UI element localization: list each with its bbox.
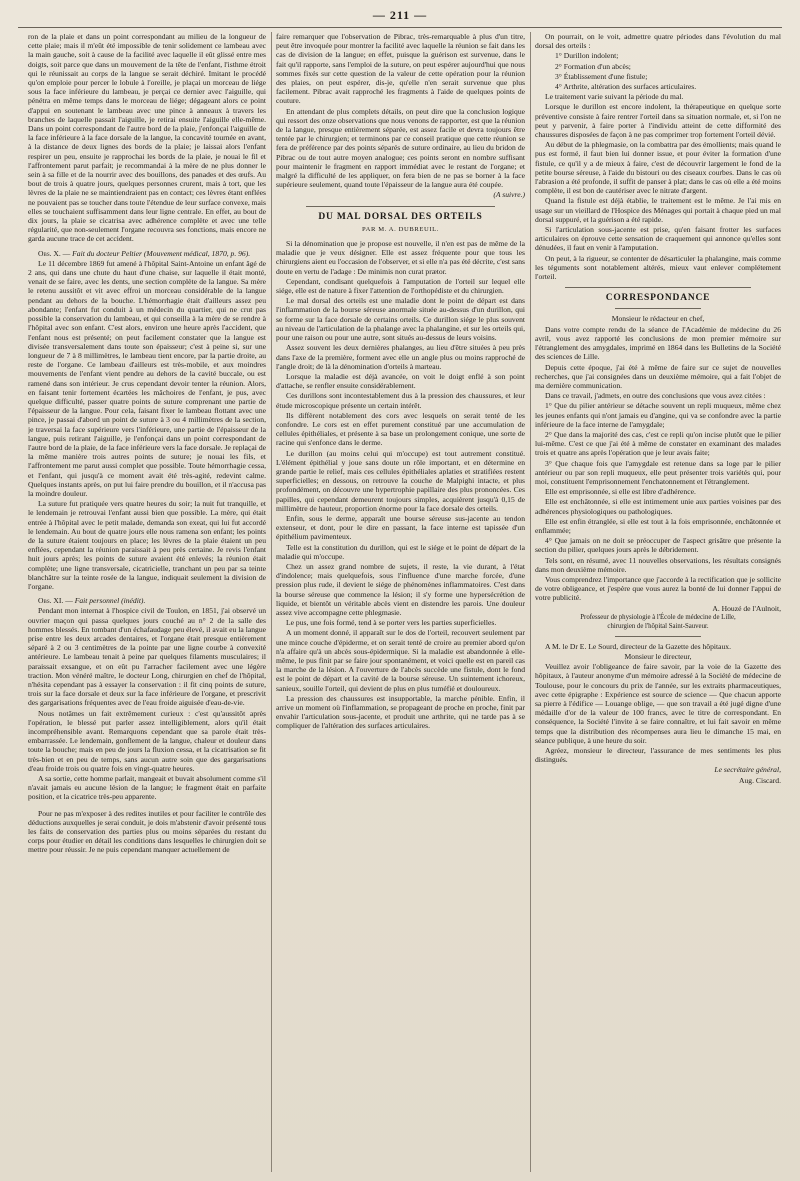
salutation: Monsieur le rédacteur en chef,	[611, 314, 705, 324]
page-number: — 211 —	[372, 8, 428, 22]
observation-title: Fait du docteur Peltier (Mouvement médical, 1870, p. 96).	[72, 248, 251, 258]
paragraph: Elle est enchâtonnée, si elle est intimement unie aux parties voisines par des adhérences physiologiques ou pathologiques.	[535, 497, 781, 516]
section-separator	[306, 206, 495, 207]
paragraph: Le durillon (au moins celui qui m'occupe) est tout autrement constitué. L'élément épithélial y joue sans doute un rôle important, et en détermine en grande partie le relief, mais ces cellules épithéliales aplaties et stratifiées restent superficielles; en dessous, on retrouve la couche de Malpighi intacte, et plus profondément, on découvre une hypertrophie papillaire des plus prononcées. Ces papilles, qui cependant demeurent toujours simples, acquièrent jusqu'à 0,15 de millimètre de hauteur, proportion énorme pour la face dorsale des orteils.	[276, 448, 525, 513]
list-item: 2° Formation d'un abcès;	[555, 61, 631, 71]
signature-name: Aug. Ciscard.	[739, 775, 781, 785]
paragraph: Dans votre compte rendu de la séance de l'Académie de médecine du 26 avril, vous avez rapporté les conclusions de mon premier mémoire sur l'étranglement des amygdales, imprimé en 1864 dans les Bulletins de la Société des sciences de Lille.	[535, 324, 781, 362]
list-item: 1° Durillon indolent;	[555, 51, 619, 61]
paragraph: La suture fut pratiquée vers quatre heures du soir; la nuit fut tranquille, et le lendemain je retrouvai l'enfant aussi bien que possible. La mère, qui était entrée à l'hôpital avec le petit malade, demanda son exeat, qui lui fut accordé le lendemain. Au bout de quatre jours elle nous ramena son enfant; les points de la suture étaient toujours en place; les lèvres de la plaie étaient un peu enflées, cependant la réunion paraissait à peu près certaine. Je revis l'enfant huit jours après; les points de suture avaient été enlevés; la réunion était complète; une ligne transversale, cicatricielle, tranchant un peu par sa teinte blanchâtre sur la teinte rosée de la langue, indiquait seulement la division de l'organe.	[28, 499, 266, 591]
paragraph: Le mal dorsal des orteils est une maladie dont le point de départ est dans l'inflammation de la bourse séreuse anormale située au-dessus d'un durillon, qui se forme sur la face dorsale de certains orteils. Ce durillon siége le plus souvent au niveau de l'articulation de la phalange avec la phalangine, et sur les orteils qui, pour une raison ou pour une autre, sont situés au-dessus de leurs voisins.	[276, 296, 525, 343]
paragraph: Le pus, une fois formé, tend à se porter vers les parties superficielles.	[286, 618, 497, 628]
paragraph: Agréez, monsieur le directeur, l'assurance de mes sentiments les plus distingués.	[535, 746, 781, 765]
paragraph: Ils diffèrent notablement des cors avec lesquels on serait tenté de les confondre. Le cors est en effet purement constitué par une accumulation de cellules épithéliales, et présente à sa base un prolongement conique, une sorte de racine qui s'enfonce dans le derme.	[276, 410, 525, 448]
paragraph: Elle est enfin étranglée, si elle est tout à la fois emprisonnée, enchâtonnée et enflammée;	[535, 516, 781, 535]
paragraph: Nous notâmes un fait extrêmement curieux : c'est qu'aussitôt après l'opération, le blessé put parler assez intelligiblement, alors qu'il était incompréhensible avant. Remarquons cependant que sa parole était très-embarrassée. Le lendemain, gonflement de la langue, chaleur et douleur dans toute la bouche; mais en peu de jours la fluxion cessa, et la cicatrisation se fit très-bien et en peu de temps, sans aucun autre soin que des gargarisations d'eau froide trois ou quatre fois en vingt-quatre heures.	[28, 708, 266, 773]
paragraph: Le traitement varie suivant la période du mal.	[545, 92, 684, 102]
column-divider	[271, 32, 272, 1172]
paragraph: Dans ce travail, j'admets, en outre des conclusions que vous avez citées :	[545, 391, 766, 401]
signature-title: Professeur de physiologie à l'École de médecine de Lille,	[580, 613, 736, 621]
observation-title: Fait personnel (inédit).	[74, 596, 146, 606]
paragraph: On pourrait, on le voit, admettre quatre périodes dans l'évolution du mal dorsal des orteils :	[535, 32, 781, 51]
paragraph: Le 11 décembre 1869 fut amené à l'hôpital Saint-Antoine un enfant âgé de 2 ans, qui dans une chute du haut d'une chaise, sur laquelle il était monté, venait de se faire, avec les dents, une section complète de la langue. Sa mère le retenu aussitôt et vit avec effroi un morceau considérable de la langue pendant au dehors de la bouche. L'hémorrhagie était d'ailleurs assez peu abondante; l'enfant fut conduit à un médecin du quartier, qui ne crut pas possible la conservation du lambeau, et qui conseilla à la mère de se rendre à l'hôpital avec son enfant. C'est alors, environ une heure après l'accident, que l'enfant nous est présenté; on peut facilement constater que la langue est divisée transversalement dans toute son épaisseur; c'est à peine si, sur une longueur de 7 à 8 millimètres, le lambeau tient encore, par la partie droite, au reste de l'organe. Ce lambeau d'ailleurs est très-mobile, et aux moindres mouvements de l'enfant vient pendre au dehors de la cavité buccale, ou est ramené dans son intérieur. Je crus cependant devoir tenter la réunion. Alors, en faisant tenir fortement écartées les mâchoires de l'enfant, je pus, avec quelque difficulté, passer quatre points de suture comprenant une partie de l'épaisseur de la langue. Pour cela, faisant fixer le lambeau flottant avec une pince, je passai d'abord un point de suture à 3 ou 4 millimètres de la section, je traversai la face supérieure vers l'inférieure, une partie de l'épaisseur de la langue, puis retirant l'aiguille, je l'enfonçai dans un point correspondant de l'autre bord de la plaie, de la face inférieure vers la face dorsale. Je replaçai de la même manière trois autres points de suture; je nouai les fils, et l'affrontement me parut aussi complet que possible. Toute hémorrhagie cessa, et l'enfant, qui jusqu'à ce moment avait été très-agité, redevint calme. Quelques instants après, on put lui faire prendre du bouillon, et il n'accusa pas la moindre douleur.	[28, 258, 266, 498]
paragraph: Pendant mon internat à l'hospice civil de Toulon, en 1851, j'ai observé un ouvrier maçon qui passa quelques jours couché au n° 2 de la salle des hommes blessés. En tombant d'un échafaudage peu élevé, il avait eu la langue prise entre les deux arcades dentaires, et l'organe était presque entièrement séparé à 2 ou 3 centimètres de la pointe par une ligne courbe à convexité antérieure. Le lambeau tenait à peine par quelques filaments musculaires; il paraissait exsangue, et on eût pu l'arracher facilement avec une légère traction. Mon vénéré maître, le docteur Long, chirurgien en chef de l'hôpital, n'hésita cependant pas à essayer la conservation : il fit cinq points de suture, trois sur la face dorsale et deux sur la face inférieure de l'organe, et prescrivit des gargarisations fréquentes avec de l'eau froide aiguisée d'eau-de-vie.	[28, 606, 266, 708]
paragraph: Si l'articulation sous-jacente est prise, qu'en faisant frotter les surfaces articulaires on éprouve cette sensation de craquement qui annonce qu'elles sont dénudées, il faut en venir à l'amputation.	[535, 225, 781, 253]
paragraph: 2° Que dans la majorité des cas, c'est ce repli qu'on incise plutôt que le pilier lui-même. C'est ce que j'ai été à même de constater en examinant des malades trois et quatre ans après l'opération que je leur avais faite;	[535, 429, 781, 458]
section-separator	[565, 287, 751, 288]
paragraph: Lorsque la maladie est déjà avancée, on voit le doigt enflé à son point d'attache, se renfler ensuite considérablement.	[276, 371, 525, 391]
paragraph: On peut, à la rigueur, se contenter de désarticuler la phalangine, mais comme les téguments sont notablement altérés, mieux vaut enlever complétement l'orteil.	[535, 253, 781, 282]
list-item: 4° Arthrite, altération des surfaces articulaires.	[555, 82, 697, 92]
paragraph: Vous comprendrez l'importance que j'accorde à la rectification que je sollicite de votre obligeance, et j'espère que vous aurez la bonté de lui donner l'appui de votre publicité.	[535, 574, 781, 603]
paragraph: Tels sont, en résumé, avec 11 nouvelles observations, les résultats consignés dans mon deuxième mémoire.	[535, 555, 781, 574]
paragraph: Enfin, sous le derme, apparaît une bourse séreuse sus-jacente au tendon extenseur, et dont, pour le dire en passant, la face interne est tapissée d'un épithélium pavimenteux.	[276, 513, 525, 542]
paragraph: En attendant de plus complets détails, on peut dire que la conclusion logique qui ressort des onze observations que nous venons de rapporter, est que la réunion de la langue, presque entièrement séparée, est assez facile et devra toujours être tentée par le chirurgien; et terminons par ce conseil pratique que cette réunion se fera de préférence par des points séparés de suture ordinaire, au lieu du bridon de Pibrac ou de tout autre moyen analogue; ces points seront en nombre suffisant pour maintenir le fragment en rapport immédiat avec le restant de l'organe; et malgré la difficulté de les appliquer, on fera bien de ne pas se borner à la face supérieure seulement, quand toute l'épaisseur de la langue aura été coupée.	[276, 106, 525, 190]
to-be-continued: (A suivre.)	[493, 190, 525, 200]
column-left	[28, 32, 266, 1172]
header-rule	[18, 27, 782, 28]
column-right	[535, 32, 781, 1172]
paragraph: Veuillez avoir l'obligeance de faire savoir, par la voie de la Gazette des hôpitaux, à l'auteur anonyme d'un mémoire adressé à la Société de médecine de Toulouse, pour le concours du prix de l'année, sur les extraits pharmaceutiques, avec cette épigraphe : Expérience est source de science — Que chacun apporte sa pierre à l'édifice — Louange oblige, — que son travail a été jugé digne d'une médaille d'or de la valeur de 100 francs, avec le titre de correspondant. En conséquence, la Société l'invite à se faire connaître, et lui fait savoir en même temps que la distribution des récompenses aura lieu le dimanche 15 mai, en séance publique, à une heure du soir.	[535, 662, 781, 745]
paragraph: Telle est la constitution du durillon, qui est le siége et le point de départ de la maladie qui m'occupe.	[276, 542, 525, 561]
paragraph: Ces durillons sont incontestablement dus à la pression des chaussures, et leur étude microscopique présente un certain intérêt.	[276, 391, 525, 410]
paragraph: A sa sortie, cette homme parlait, mangeait et buvait absolument comme s'il n'avait jamais eu aucune lésion de la langue; le fragment était en parfaite position, et la cicatrice très-peu apparente.	[28, 774, 266, 802]
article-title: DU MAL DORSAL DES ORTEILS	[318, 211, 483, 222]
paragraph: Lorsque le durillon est encore indolent, la thérapeutique en quelque sorte préventive consiste à faire rentrer l'orteil dans sa situation normale, et, si l'on ne peut y parvenir, à faire porter à l'individu atteint de cette difformité des chaussures disposées de façon à ne pas comprimer trop fortement l'orteil dévié.	[535, 102, 781, 140]
article-byline: PAR M. A. DUBREUIL.	[361, 225, 440, 233]
paragraph: faire remarquer que l'observation de Pibrac, très-remarquable à plus d'un titre, peut être invoquée pour montrer la facilité avec laquelle la réunion se fait dans les cas de division de la langue; en effet, puisque la guérison est survenue, dans le fait qu'il rapporte, sans l'emploi de la suture, on peut espérer aujourd'hui que nous sommes fixés sur cette question de la valeur de cette opération pour la réunion des plaies, on peut espérer, dis-je, qu'elle n'en serait survenue que plus facilement. Pibrac avait rapproché les fragments à l'aide de quelques points de couture.	[276, 32, 525, 106]
paragraph: Assez souvent les deux dernières phalanges, au lieu d'être situées à peu près dans l'axe de la première, forment avec elle un angle plus ou moins rapproché de l'angle droit; de là la dénomination d'orteils à marteau.	[276, 343, 525, 371]
paragraph: Elle est emprisonnée, si elle est libre d'adhérence.	[545, 487, 696, 497]
paragraph: Si la dénomination que je propose est nouvelle, il n'en est pas de même de la maladie que je veux désigner. Elle est assez fréquente pour que tous les chirurgiens aient eu l'occasion de l'observer, et si elle n'a pas été décrite, c'est sans doute en vertu de l'adage : De minimis non curat prætor.	[276, 239, 525, 276]
signature-role: Le secrétaire général,	[714, 765, 781, 775]
paragraph: A un moment donné, il apparaît sur le dos de l'orteil, recouvert seulement par une mince couche d'épiderme, et on serait tenté de croire au premier abord qu'on n'a affaire qu'à un abcès sous-épidermique. Si la maladie est abandonnée à elle-même, le pus finit par se faire jour spontanément, et voici quelle est en pareil cas la marche de la lésion. A l'ouverture de l'abcès succède une fistule, dont le fond est le point de départ et la cavité de la bourse séreuse. Un suintement ichoreux, sanieux, souille l'orteil, qui devient de plus en plus tuméfié et douloureux.	[276, 628, 525, 693]
paragraph: Cependant, condisant quelquefois à l'amputation de l'orteil sur lequel elle siége, elle est de nature à fixer l'attention de l'orthopédiste et du chirurgien.	[276, 276, 525, 296]
observation-number: Obs. XI.	[38, 596, 64, 606]
section-title: CORRESPONDANCE	[605, 293, 711, 304]
paragraph: 4° Que jamais on ne doit se préoccuper de l'aspect grisâtre que présente la section du pilier, quelques jours après le débridement.	[535, 536, 781, 555]
paragraph: Depuis cette époque, j'ai été à même de faire sur ce sujet de nouvelles recherches, que j'ai consignées dans un deuxième mémoire, qui a fait l'objet de ma dernière communication.	[535, 362, 781, 390]
signature-name: A. Houzé de l'Aulnoit,	[712, 603, 781, 613]
paragraph: Pour ne pas m'exposer à des redites inutiles et pour faciliter le contrôle des déductions auxquelles je serai conduit, je dois m'abstenir d'avoir présenté tous les faits de conservation des parties plus ou moins séparées du restant du corps pour étudier en détail les conditions dans lesquelles le chirurgien doit se mettre pour réussir. Je ne puis cependant manquer actuellement de	[28, 808, 266, 855]
paragraph: 3° Que chaque fois que l'amygdale est retenue dans sa loge par le pilier antérieur ou par son repli muqueux, elle peut présenter trois variétés qui, pour moi, constituent l'emprisonnement l'enchatonnement et l'étranglement.	[535, 458, 781, 486]
paragraph: La pression des chaussures est insupportable, la marche pénible. Enfin, il arrive un moment où l'inflammation, se propageant de proche en proche, finit par envahir l'articulation sous-jacente, et produit une arthrite, qui ne tarde pas à se compliquer de l'altération des surfaces articulaires.	[276, 693, 525, 731]
letter-heading: A M. le Dr E. Le Sourd, directeur de la Gazette des hôpitaux.	[545, 641, 731, 651]
paragraph: Au début de la phlegmasie, on la combattra par des émollients; mais quand le pus est formé, il faut bien lui donner issue, et pour éviter la formation d'une fistule, ce qu'il y a de mieux à faire, c'est de découvrir largement le fond de la petite bourse séreuse, à l'aide du bistouri ou des ciseaux courbes. Dans le cas où l'abrasion a été profonde, il suffit de panser à plat; dans le cas où elle a été moins complète, il est bon de cautériser avec le nitrate d'argent.	[535, 140, 781, 196]
column-divider	[530, 32, 531, 1172]
paragraph: Chez un assez grand nombre de sujets, il reste, la vie durant, à l'état d'indolence; mais quelquefois, sous l'influence d'une marche forcée, d'une pression plus rude, il devient le siége de phénomènes inflammatoires. C'est dans la bourse séreuse que commence la lésion; il s'y forme une hypersécrétion de liquide, et bientôt un véritable abcès vient en distendre les parois. Une douleur assez vive accompagne cette phlegmasie.	[276, 561, 525, 617]
salutation: Monsieur le directeur,	[624, 651, 692, 661]
paragraph: 1° Que du pilier antérieur se détache souvent un repli muqueux, même chez les jeunes enfants qui n'ont jamais eu d'angine, qui va se confondre avec la partie inférieure de la face interne de l'amygdale;	[535, 401, 781, 429]
observation-heading: Obs. XI. — Fait personnel (inédit).	[38, 596, 146, 606]
paragraph: Quand la fistule est déjà établie, le traitement est le même. Je l'ai mis en usage sur un vieillard de l'Hospice des Ménages qui portait à chaque pied un mal dorsal suppuré, et la guérison a été rapide.	[535, 196, 781, 224]
section-separator	[615, 636, 701, 637]
column-middle	[276, 32, 525, 1172]
list-item: 3° Établissement d'une fistule;	[555, 71, 648, 81]
signature-title: chirurgien de l'hôpital Saint-Sauveur.	[607, 622, 709, 630]
paragraph: ron de la plaie et dans un point correspondant au milieu de la longueur de cette plaie; mais il m'eût été impossible de tenir solidement ce lambeau avec la main gauche, soit à cause de la facilité avec laquelle il eût glissé entre mes doigts, soit parce que dans un mouvement de la tête de l'enfant, l'isthme étroit qui le réunissait au corps de la langue se serait déchiré. Imitant le procédé qu'on emploie pour percer le lobule à l'oreille, je plaçai un morceau de liége sous la face inférieure du lambeau, je perçai ce dernier avec l'aiguille, qui pénétra en même temps dans le morceau de liége; dégageant alors ce point d'appui en soutenant le lambeau avec une pince à anneaux à travers les branches de laquelle passait l'aiguille, je retirai ensuite l'aiguille elle-même. Dans un point correspondant de l'autre bord de la plaie, j'enfonçai l'aiguille de la face inférieure à la face dorsale de la langue, la concavité tournée en avant, à la distance de deux lignes des bords de la plaie; je laissai alors l'enfant respirer un peu, ensuite je rapprochai les bords de la plaie, je nouai le fil et l'affrontement parut parfait; je recommandai à la mère de ne plus donner le sein à sa fille et de la nourrir avec des bouillons, des panades et des œufs. Au bout de trois à quatre jours, quelques personnes crurent, mais à tort, que les lèvres de la plaie ne se maintiendraient pas en contact; ces lèvres étant enflées ne pouvaient pas se toucher dans toute l'étendue de leur surface convexe, mais elles se touchaient suffisamment dans leur ligne centrale. En effet, au bout de dix jours, la plaie se cicatrisa avec adhérence complète et avec une telle régularité, que non-seulement l'organe recouvra ses fonctions, mais encore ne garda aucune trace de cet accident.	[28, 32, 266, 244]
section-separator	[615, 308, 701, 309]
observation-heading: Obs. X. — Fait du docteur Peltier (Mouvement médical, 1870, p. 96).	[38, 248, 251, 258]
observation-number: Obs. X.	[38, 248, 61, 258]
